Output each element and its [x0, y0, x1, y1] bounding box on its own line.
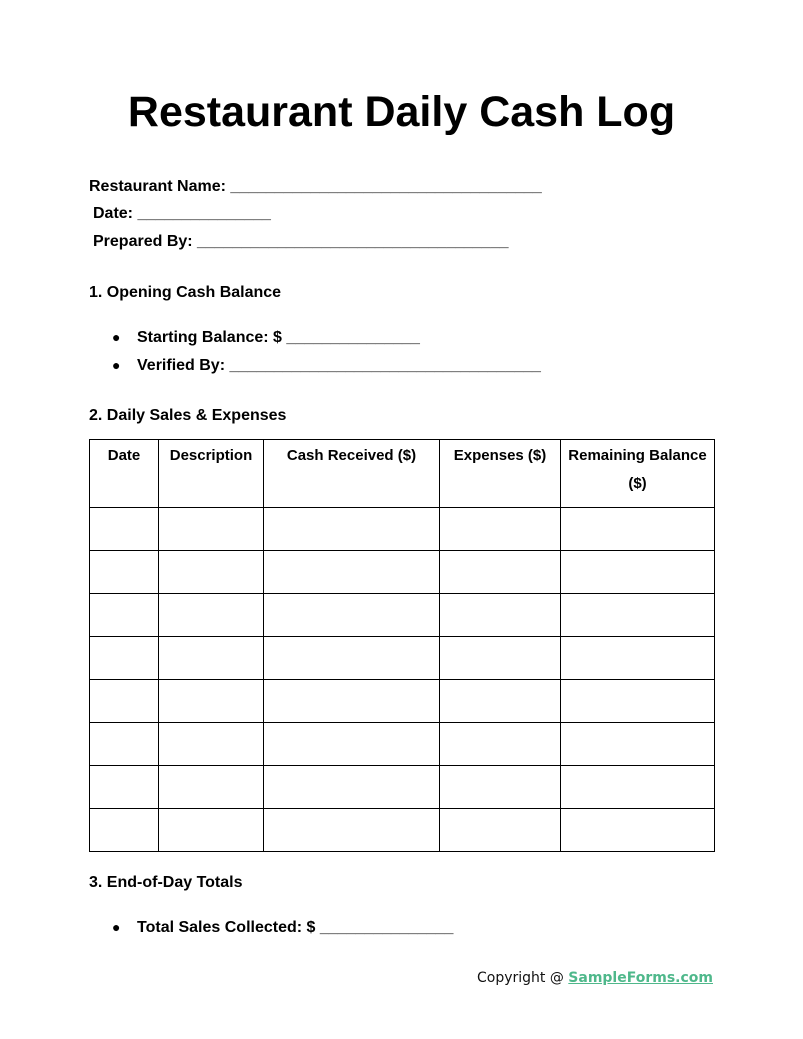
table-cell[interactable] [440, 723, 561, 766]
restaurant-name-field: Restaurant Name: ___________________________________ [89, 178, 542, 195]
table-cell[interactable] [159, 637, 264, 680]
prepared-by-field: Prepared By: ___________________________________ [93, 233, 509, 250]
table-cell[interactable] [159, 766, 264, 809]
table-cell[interactable] [440, 637, 561, 680]
table-cell[interactable] [264, 637, 440, 680]
table-row [90, 594, 715, 637]
table-cell[interactable] [561, 551, 715, 594]
total-sales-label: Total Sales Collected: $ _______________ [137, 919, 454, 936]
table-cell[interactable] [159, 809, 264, 852]
column-header-date: Date [90, 440, 159, 508]
table-cell[interactable] [561, 809, 715, 852]
table-cell[interactable] [90, 680, 159, 723]
table-row [90, 508, 715, 551]
table-cell[interactable] [159, 723, 264, 766]
table-row [90, 766, 715, 809]
table-cell[interactable] [90, 551, 159, 594]
table-cell[interactable] [264, 766, 440, 809]
table-cell[interactable] [159, 551, 264, 594]
column-header-expenses: Expenses ($) [440, 440, 561, 508]
verified-by-label: Verified By: ___________________________________ [137, 357, 541, 374]
copyright-notice [477, 968, 713, 988]
table-cell[interactable] [90, 508, 159, 551]
column-header-description: Description [159, 440, 264, 508]
table-cell[interactable] [561, 637, 715, 680]
table-cell[interactable] [264, 809, 440, 852]
copyright-text: Copyright @ [476, 970, 569, 986]
starting-balance-item [112, 327, 420, 348]
table-cell[interactable] [264, 680, 440, 723]
table-cell[interactable] [90, 723, 159, 766]
table-row [90, 809, 715, 852]
table-cell[interactable] [561, 594, 715, 637]
table-cell[interactable] [90, 809, 159, 852]
table-row [90, 723, 715, 766]
section-heading-sales-expenses: 2. Daily Sales & Expenses [89, 407, 287, 424]
table-cell[interactable] [264, 594, 440, 637]
table-header-row [90, 440, 715, 508]
table-cell[interactable] [90, 594, 159, 637]
table-cell[interactable] [440, 766, 561, 809]
table-cell[interactable] [561, 680, 715, 723]
document-title: Restaurant Daily Cash Log [127, 88, 676, 136]
table-cell[interactable] [440, 680, 561, 723]
table-row [90, 680, 715, 723]
table-cell[interactable] [440, 809, 561, 852]
table-cell[interactable] [561, 508, 715, 551]
table-cell[interactable] [90, 766, 159, 809]
table-cell[interactable] [90, 637, 159, 680]
bullet-icon: ● [112, 357, 121, 373]
table-cell[interactable] [440, 551, 561, 594]
verified-by-item [112, 355, 541, 376]
table-row [90, 637, 715, 680]
table-cell[interactable] [440, 508, 561, 551]
date-field: Date: _______________ [93, 205, 271, 222]
table-cell[interactable] [159, 594, 264, 637]
total-sales-item [112, 917, 453, 938]
table-cell[interactable] [264, 723, 440, 766]
cash-log-table [89, 439, 715, 852]
table-row [90, 551, 715, 594]
starting-balance-label: Starting Balance: $ _______________ [137, 329, 420, 346]
column-header-remaining-balance: Remaining Balance ($) [561, 440, 715, 508]
table-cell[interactable] [561, 766, 715, 809]
column-header-cash-received: Cash Received ($) [264, 440, 440, 508]
table-cell[interactable] [561, 723, 715, 766]
section-heading-end-of-day: 3. End-of-Day Totals [89, 874, 243, 891]
table-cell[interactable] [264, 551, 440, 594]
bullet-icon: ● [112, 329, 121, 345]
table-cell[interactable] [159, 680, 264, 723]
table-cell[interactable] [264, 508, 440, 551]
table-cell[interactable] [159, 508, 264, 551]
section-heading-opening-balance: 1. Opening Cash Balance [89, 284, 282, 301]
brand-link[interactable]: SampleForms.com [568, 970, 713, 986]
bullet-icon: ● [112, 919, 121, 935]
table-cell[interactable] [440, 594, 561, 637]
